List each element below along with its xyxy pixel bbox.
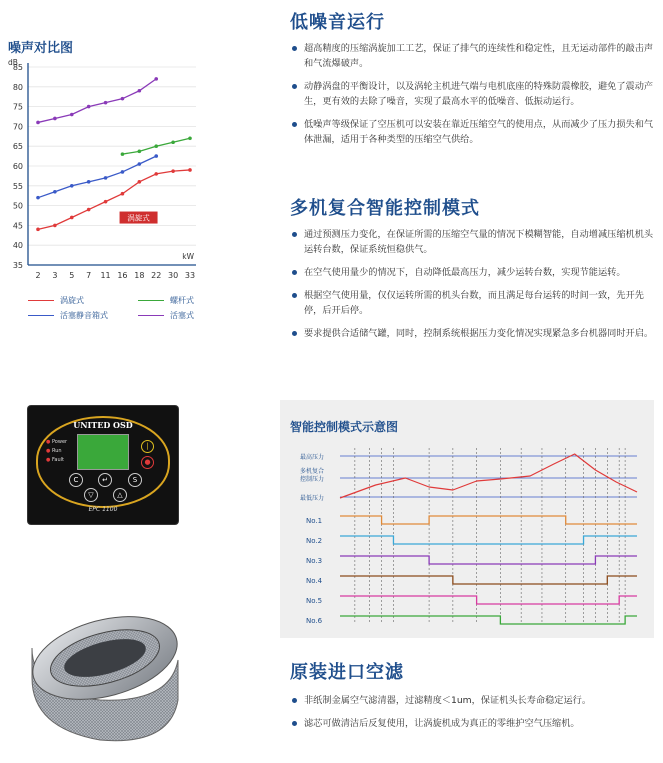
machine-label: No.6 [306,617,323,625]
x-tick-label: 18 [134,271,145,280]
led-run: ● Run [46,448,62,454]
noise-chart-title: 噪声对比图 [8,41,74,56]
x-tick-label: 5 [69,271,75,280]
controller-model: EPC 1100 [88,506,118,513]
y-tick-label: 80 [12,82,23,92]
machine-label: No.3 [306,557,323,565]
list-item: 非纸制金属空气滤清器，过滤精度＜1um，保证机头长寿命稳定运行。 [290,693,655,708]
list-item: 根据空气使用量，仅仅运转所需的机头台数，而且满足每台运转的时间一致，先开先停，后开后停。 [290,288,655,318]
pressure-label: 最低压力 [300,495,325,502]
data-point [70,184,74,188]
machine-signal [340,536,637,544]
data-point [121,97,125,101]
annotation-label: 涡旋式 [127,213,150,223]
legend-screw: 螺杆式 [138,295,208,306]
machine-signal [340,576,637,584]
data-point [104,200,108,204]
y-tick-label: 85 [12,63,23,72]
section-title-low-noise: 低噪音运行 [290,12,385,33]
machine-label: No.4 [306,577,323,585]
machine-signal [340,556,637,564]
data-point [53,190,57,194]
y-tick-label: 65 [12,142,23,152]
x-tick-label: 30 [168,271,179,280]
y-axis-label: dB [8,58,18,67]
controller-brand: UNITED OSD [73,420,133,430]
machine-label: No.2 [306,537,323,545]
y-tick-label: 35 [12,261,23,270]
data-point [87,208,91,212]
pressure-label: 多机复合 [300,468,325,475]
data-point [53,117,57,121]
data-point [53,224,57,228]
stop-indicator-icon: ● [141,456,154,469]
y-tick-label: 75 [12,102,23,112]
section-title-air-filter: 原装进口空滤 [290,662,404,683]
x-axis-label: kW [182,252,194,261]
y-tick-label: 70 [12,122,23,132]
series-line [38,79,156,123]
data-point [104,176,108,180]
y-tick-label: 50 [12,201,23,211]
x-tick-label: 2 [35,271,41,280]
pressure-label: 最高压力 [300,454,325,461]
series-line [38,170,190,229]
controller-button-c: C [69,473,83,487]
data-point [121,192,125,196]
controller-button-up: △ [113,488,127,502]
air-filter-image [20,608,188,758]
led-fault: ● Fault [46,457,64,463]
list-item: 动静涡盘的平衡设计，以及涡轮主机进气端与电机底座的特殊防震橡胶，避免了震动产生，更有效的去除了噪音，实现了最高水平的低噪音、低振动运行。 [290,79,655,109]
data-point [154,154,158,158]
data-point [104,101,108,105]
list-item: 通过预测压力变化，在保证所需的压缩空气量的情况下模糊智能，自动增减压缩机机头运转台数，保证系统恒稳供气。 [290,227,655,257]
data-point [87,105,91,109]
data-point [154,77,158,81]
machine-label: No.1 [306,517,323,525]
list-item: 超高精度的压缩涡旋加工工艺，保证了排气的连续性和稳定性，且无运动部件的敲击声和气流爆破声。 [290,41,655,71]
x-tick-label: 16 [117,271,128,280]
machine-signal [340,596,637,604]
data-point [138,180,142,184]
legend-piston-silent: 活塞静音箱式 [28,310,108,321]
air-filter-list [290,693,655,739]
data-point [154,172,158,176]
legend-scroll: 涡旋式 [28,295,84,306]
y-tick-label: 55 [12,181,23,191]
data-point [70,216,74,220]
data-point [121,170,125,174]
smart-control-diagram [280,400,654,638]
list-item: 在空气使用量少的情况下，自动降低最高压力，减少运转台数，实现节能运转。 [290,265,655,280]
x-tick-label: 7 [86,271,92,280]
pressure-label: 控制压力 [300,476,325,483]
controller-panel-image [28,406,178,524]
y-tick-label: 40 [12,241,23,251]
pressure-curve [340,454,637,498]
noise-chart-legend [28,295,208,321]
list-item: 滤芯可做清洁后反复使用，让涡旋机成为真正的零维护空气压缩机。 [290,716,655,731]
data-point [36,228,40,232]
data-point [171,169,175,173]
data-point [121,152,125,156]
controller-button-down: ▽ [84,488,98,502]
data-point [171,140,175,144]
machine-label: No.5 [306,597,323,605]
list-item: 低噪声等级保证了空压机可以安装在靠近压缩空气的使用点，从而减少了压力损失和气体泄漏，适用于各种类型的压缩空气供给。 [290,117,655,147]
y-tick-label: 45 [12,221,23,231]
data-point [188,136,192,140]
x-tick-label: 3 [52,271,58,280]
controller-lcd [77,434,129,470]
section-title-smart-control: 多机复合智能控制模式 [290,198,480,219]
control-timing-chart [280,440,654,630]
y-tick-label: 60 [12,162,23,171]
x-tick-label: 22 [151,271,162,280]
data-point [138,162,142,166]
low-noise-list [290,41,655,155]
machine-signal [340,616,637,624]
x-tick-label: 11 [100,271,111,280]
data-point [154,144,158,148]
data-point [36,196,40,200]
machine-signal [340,516,637,524]
legend-piston: 活塞式 [138,310,208,321]
data-point [138,89,142,93]
data-point [87,180,91,184]
x-tick-label: 33 [184,271,196,280]
controller-button-enter: ↵ [98,473,112,487]
data-point [188,168,192,172]
noise-chart [0,55,205,285]
diagram-title: 智能控制模式示意图 [290,420,399,434]
data-point [70,113,74,117]
list-item: 要求提供合适储气罐，同时，控制系统根据压力变化情况实现紧急多台机器同时开启。 [290,326,655,341]
led-power: ● Power [46,439,68,445]
data-point [36,121,40,125]
controller-button-s: S [128,473,142,487]
smart-control-list [290,227,655,349]
data-point [138,150,142,154]
power-indicator-icon: | [141,440,154,453]
